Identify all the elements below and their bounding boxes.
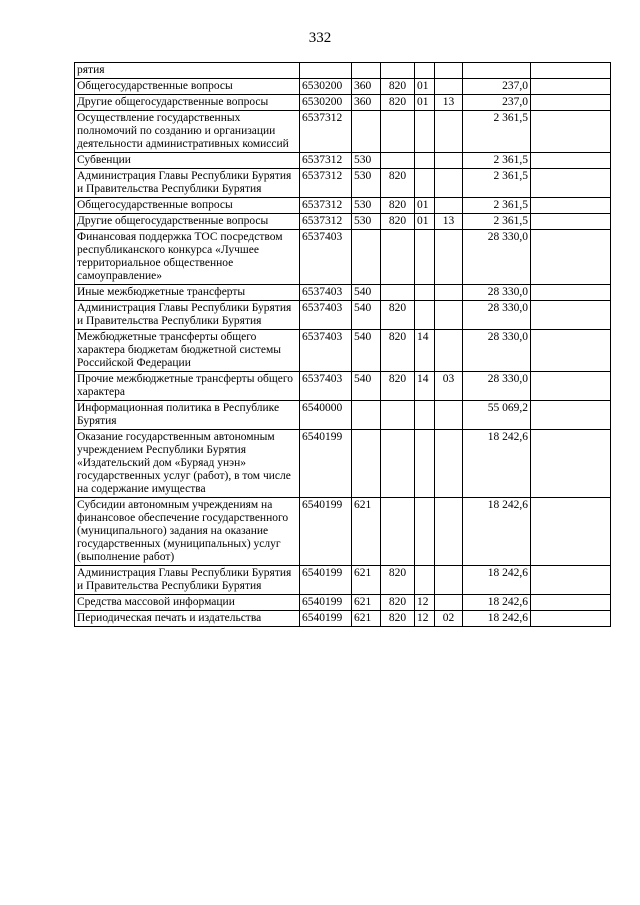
amount-cell: 237,0 <box>463 95 531 111</box>
target-article-code-cell: 6537403 <box>300 301 352 330</box>
department-code-cell: 820 <box>381 198 415 214</box>
amount-cell: 2 361,5 <box>463 169 531 198</box>
amount-cell: 28 330,0 <box>463 230 531 285</box>
table-row <box>75 372 611 401</box>
section-code-cell: 01 <box>415 198 435 214</box>
row-name-cell: Другие общегосударственные вопросы <box>75 95 300 111</box>
section-code-cell <box>415 566 435 595</box>
row-name-cell: Администрация Главы Республики Бурятия и Правительства Республики Бурятия <box>75 301 300 330</box>
amount-cell: 18 242,6 <box>463 430 531 498</box>
target-article-code-cell: 6530200 <box>300 79 352 95</box>
expense-type-code-cell: 540 <box>352 330 381 372</box>
expense-type-code-cell <box>352 63 381 79</box>
section-code-cell: 01 <box>415 95 435 111</box>
table-row <box>75 63 611 79</box>
department-code-cell: 820 <box>381 79 415 95</box>
empty-cell <box>531 595 611 611</box>
row-name-cell: Администрация Главы Республики Бурятия и Правительства Республики Бурятия <box>75 566 300 595</box>
target-article-code-cell: 6537312 <box>300 111 352 153</box>
section-code-cell: 01 <box>415 79 435 95</box>
table-row <box>75 214 611 230</box>
subsection-code-cell <box>435 566 463 595</box>
subsection-code-cell <box>435 301 463 330</box>
expense-type-code-cell: 530 <box>352 153 381 169</box>
section-code-cell <box>415 63 435 79</box>
subsection-code-cell: 13 <box>435 214 463 230</box>
expense-type-code-cell <box>352 230 381 285</box>
empty-cell <box>531 285 611 301</box>
expense-type-code-cell: 621 <box>352 611 381 627</box>
empty-cell <box>531 214 611 230</box>
table-row <box>75 566 611 595</box>
empty-cell <box>531 611 611 627</box>
department-code-cell: 820 <box>381 214 415 230</box>
row-name-cell: Субвенции <box>75 153 300 169</box>
expense-type-code-cell <box>352 111 381 153</box>
department-code-cell <box>381 63 415 79</box>
section-code-cell <box>415 401 435 430</box>
subsection-code-cell <box>435 198 463 214</box>
department-code-cell: 820 <box>381 372 415 401</box>
amount-cell: 55 069,2 <box>463 401 531 430</box>
table-row <box>75 198 611 214</box>
subsection-code-cell <box>435 430 463 498</box>
amount-cell: 28 330,0 <box>463 372 531 401</box>
department-code-cell <box>381 430 415 498</box>
department-code-cell: 820 <box>381 95 415 111</box>
table-row <box>75 153 611 169</box>
subsection-code-cell: 03 <box>435 372 463 401</box>
empty-cell <box>531 330 611 372</box>
table-body <box>75 63 611 627</box>
target-article-code-cell: 6537403 <box>300 372 352 401</box>
row-name-cell: Финансовая поддержка ТОС посредством республиканского конкурса «Лучшее территориальное общественное самоуправление» <box>75 230 300 285</box>
subsection-code-cell <box>435 401 463 430</box>
subsection-code-cell <box>435 330 463 372</box>
row-name-cell: Другие общегосударственные вопросы <box>75 214 300 230</box>
expense-type-code-cell: 621 <box>352 498 381 566</box>
row-name-cell: Прочие межбюджетные трансферты общего характера <box>75 372 300 401</box>
target-article-code-cell <box>300 63 352 79</box>
target-article-code-cell: 6537403 <box>300 330 352 372</box>
budget-table <box>74 62 611 627</box>
section-code-cell <box>415 285 435 301</box>
amount-cell: 2 361,5 <box>463 111 531 153</box>
department-code-cell: 820 <box>381 301 415 330</box>
section-code-cell: 14 <box>415 372 435 401</box>
row-name-cell: Оказание государственным автономным учреждением Республики Бурятия «Издательский дом «Буряад унэн» государственных услуг (работ), в том числе на содержание имущества <box>75 430 300 498</box>
target-article-code-cell: 6537312 <box>300 198 352 214</box>
table-row <box>75 330 611 372</box>
amount-cell: 2 361,5 <box>463 214 531 230</box>
table-row <box>75 285 611 301</box>
table-row <box>75 111 611 153</box>
subsection-code-cell <box>435 595 463 611</box>
amount-cell: 2 361,5 <box>463 153 531 169</box>
expense-type-code-cell <box>352 401 381 430</box>
department-code-cell <box>381 285 415 301</box>
department-code-cell: 820 <box>381 595 415 611</box>
subsection-code-cell <box>435 63 463 79</box>
section-code-cell: 14 <box>415 330 435 372</box>
department-code-cell: 820 <box>381 169 415 198</box>
row-name-cell: Общегосударственные вопросы <box>75 79 300 95</box>
empty-cell <box>531 498 611 566</box>
row-name-cell: Информационная политика в Республике Бурятия <box>75 401 300 430</box>
expense-type-code-cell <box>352 430 381 498</box>
empty-cell <box>531 63 611 79</box>
target-article-code-cell: 6537403 <box>300 230 352 285</box>
row-name-cell: Иные межбюджетные трансферты <box>75 285 300 301</box>
amount-cell: 18 242,6 <box>463 498 531 566</box>
department-code-cell <box>381 153 415 169</box>
target-article-code-cell: 6540199 <box>300 498 352 566</box>
empty-cell <box>531 153 611 169</box>
table-row <box>75 498 611 566</box>
target-article-code-cell: 6540199 <box>300 595 352 611</box>
section-code-cell <box>415 153 435 169</box>
table-row <box>75 230 611 285</box>
target-article-code-cell: 6537312 <box>300 169 352 198</box>
table-row <box>75 595 611 611</box>
table-row <box>75 95 611 111</box>
page-number: 332 <box>308 30 332 46</box>
section-code-cell <box>415 230 435 285</box>
target-article-code-cell: 6540199 <box>300 430 352 498</box>
empty-cell <box>531 169 611 198</box>
subsection-code-cell <box>435 285 463 301</box>
row-name-cell: рятия <box>75 63 300 79</box>
table-row <box>75 401 611 430</box>
amount-cell: 18 242,6 <box>463 566 531 595</box>
expense-type-code-cell: 540 <box>352 301 381 330</box>
department-code-cell <box>381 401 415 430</box>
department-code-cell: 820 <box>381 566 415 595</box>
subsection-code-cell <box>435 230 463 285</box>
department-code-cell <box>381 498 415 566</box>
empty-cell <box>531 401 611 430</box>
expense-type-code-cell: 360 <box>352 95 381 111</box>
row-name-cell: Межбюджетные трансферты общего характера бюджетам бюджетной системы Российской Федерации <box>75 330 300 372</box>
subsection-code-cell <box>435 153 463 169</box>
expense-type-code-cell: 540 <box>352 285 381 301</box>
amount-cell: 237,0 <box>463 79 531 95</box>
row-name-cell: Администрация Главы Республики Бурятия и Правительства Республики Бурятия <box>75 169 300 198</box>
table-row <box>75 301 611 330</box>
target-article-code-cell: 6540199 <box>300 566 352 595</box>
empty-cell <box>531 372 611 401</box>
amount-cell <box>463 63 531 79</box>
amount-cell: 28 330,0 <box>463 301 531 330</box>
row-name-cell: Общегосударственные вопросы <box>75 198 300 214</box>
empty-cell <box>531 79 611 95</box>
expense-type-code-cell: 621 <box>352 566 381 595</box>
expense-type-code-cell: 540 <box>352 372 381 401</box>
amount-cell: 18 242,6 <box>463 595 531 611</box>
department-code-cell: 820 <box>381 611 415 627</box>
section-code-cell <box>415 111 435 153</box>
section-code-cell <box>415 498 435 566</box>
amount-cell: 18 242,6 <box>463 611 531 627</box>
target-article-code-cell: 6540199 <box>300 611 352 627</box>
expense-type-code-cell: 530 <box>352 198 381 214</box>
department-code-cell <box>381 111 415 153</box>
section-code-cell <box>415 169 435 198</box>
amount-cell: 28 330,0 <box>463 330 531 372</box>
section-code-cell <box>415 301 435 330</box>
target-article-code-cell: 6530200 <box>300 95 352 111</box>
subsection-code-cell: 02 <box>435 611 463 627</box>
table-row <box>75 169 611 198</box>
expense-type-code-cell: 360 <box>352 79 381 95</box>
expense-type-code-cell: 621 <box>352 595 381 611</box>
empty-cell <box>531 198 611 214</box>
subsection-code-cell <box>435 111 463 153</box>
empty-cell <box>531 111 611 153</box>
row-name-cell: Средства массовой информации <box>75 595 300 611</box>
table-row <box>75 79 611 95</box>
empty-cell <box>531 230 611 285</box>
amount-cell: 28 330,0 <box>463 285 531 301</box>
target-article-code-cell: 6537312 <box>300 214 352 230</box>
table-row <box>75 611 611 627</box>
subsection-code-cell <box>435 498 463 566</box>
empty-cell <box>531 566 611 595</box>
department-code-cell: 820 <box>381 330 415 372</box>
table-row <box>75 430 611 498</box>
row-name-cell: Периодическая печать и издательства <box>75 611 300 627</box>
empty-cell <box>531 301 611 330</box>
section-code-cell: 12 <box>415 611 435 627</box>
subsection-code-cell <box>435 169 463 198</box>
section-code-cell: 12 <box>415 595 435 611</box>
empty-cell <box>531 95 611 111</box>
section-code-cell <box>415 430 435 498</box>
expense-type-code-cell: 530 <box>352 214 381 230</box>
expense-type-code-cell: 530 <box>352 169 381 198</box>
target-article-code-cell: 6537312 <box>300 153 352 169</box>
subsection-code-cell: 13 <box>435 95 463 111</box>
empty-cell <box>531 430 611 498</box>
target-article-code-cell: 6537403 <box>300 285 352 301</box>
department-code-cell <box>381 230 415 285</box>
subsection-code-cell <box>435 79 463 95</box>
section-code-cell: 01 <box>415 214 435 230</box>
row-name-cell: Осуществление государственных полномочий по созданию и организации деятельности административных комиссий <box>75 111 300 153</box>
amount-cell: 2 361,5 <box>463 198 531 214</box>
target-article-code-cell: 6540000 <box>300 401 352 430</box>
row-name-cell: Субсидии автономным учреждениям на финансовое обеспечение государственного (муниципального) задания на оказание государственных (муниципальных) услуг (выполнение работ) <box>75 498 300 566</box>
